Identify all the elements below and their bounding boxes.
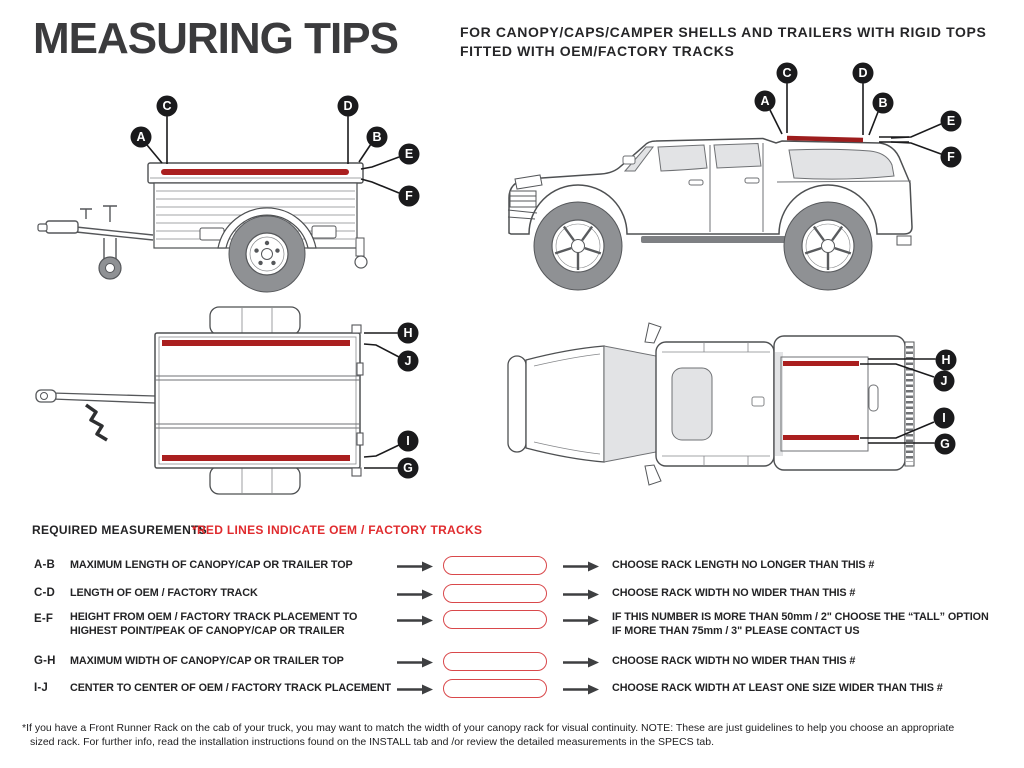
subtitle-line-2: FITTED WITH OEM/FACTORY TRACKS: [460, 43, 735, 59]
running-board: [641, 236, 791, 243]
trailer-side-view-diagram: [20, 88, 445, 303]
callout-i: [934, 408, 955, 429]
svg-text:E: E: [946, 114, 956, 129]
trailer-hitch-coupler: [46, 221, 78, 233]
trailer-drawbar: [76, 206, 153, 240]
trailer-top-view-diagram: [20, 303, 445, 513]
svg-text:B: B: [372, 130, 382, 145]
svg-text:A: A: [760, 94, 770, 109]
callout-i: [398, 431, 419, 452]
brake-light: [752, 397, 764, 406]
measurement-row-ij: [0, 679, 1024, 701]
callout-d: [853, 63, 874, 84]
rear-vent: [869, 385, 878, 411]
arrow-right-icon: [563, 561, 599, 572]
page-title: MEASURING TIPS: [33, 14, 398, 63]
callout-b: [367, 127, 388, 148]
measurement-description: HEIGHT FROM OEM / FACTORY TRACK PLACEMENT TO HIGHEST POINT/PEAK OF CANOPY/CAP OR TRAILER: [70, 611, 358, 637]
arrow-right-icon: [563, 615, 599, 626]
required-measurements-label: REQUIRED MEASUREMENTS: [32, 523, 207, 537]
callout-j: [934, 371, 955, 392]
callout-c: [777, 63, 798, 84]
svg-text:F: F: [947, 150, 955, 165]
trailer-drawbar: [52, 393, 155, 403]
svg-text:B: B: [878, 96, 888, 111]
measurement-description: MAXIMUM LENGTH OF CANOPY/CAP OR TRAILER TOP: [70, 559, 353, 571]
arrow-right-icon: [563, 684, 599, 695]
svg-text:D: D: [858, 66, 868, 81]
side-mirror: [623, 156, 635, 164]
callout-g: [935, 434, 956, 455]
footnote: [22, 722, 1012, 749]
callout-lines: [364, 333, 399, 468]
measurement-instruction: CHOOSE RACK WIDTH NO WIDER THAN THIS #: [612, 655, 856, 667]
callout-h: [398, 323, 419, 344]
subtitle-line-1: FOR CANOPY/CAPS/CAMPER SHELLS AND TRAILERS WITH RIGID TOPS: [460, 24, 987, 40]
svg-text:I: I: [942, 411, 946, 426]
callout-c: [157, 96, 178, 117]
callout-g: [398, 458, 419, 479]
svg-text:G: G: [403, 461, 413, 476]
svg-text:F: F: [405, 189, 413, 204]
callout-j: [398, 351, 419, 372]
sunroof: [672, 368, 712, 440]
arrow-right-icon: [397, 615, 433, 626]
measurement-description: MAXIMUM WIDTH OF CANOPY/CAP OR TRAILER TOP: [70, 655, 344, 667]
measurement-row-ab: [0, 556, 1024, 578]
front-bumper: [508, 356, 526, 452]
rear-wheel: [784, 202, 872, 290]
callout-e: [399, 144, 420, 165]
trailer-fender-bottom: [210, 466, 300, 494]
trailer-wheel: [229, 216, 305, 292]
arrow-right-icon: [397, 589, 433, 600]
callout-f: [399, 186, 420, 207]
measurement-row-ef: [0, 610, 1024, 646]
measurement-input-pill[interactable]: [443, 610, 547, 629]
measurement-row-gh: [0, 652, 1024, 674]
front-wheel: [534, 202, 622, 290]
truck-top-view-diagram: [498, 302, 963, 507]
callout-b: [873, 93, 894, 114]
oem-track-red-line: [783, 361, 859, 366]
side-mirror: [645, 465, 661, 485]
arrow-right-icon: [397, 561, 433, 572]
trailer-fender-top: [210, 307, 300, 335]
oem-track-red-line: [162, 455, 350, 461]
svg-text:C: C: [782, 66, 792, 81]
truck-side-view-diagram: [495, 60, 1020, 300]
trailer-jockey-wheel: [99, 238, 121, 279]
cab-rear-window: [775, 352, 783, 456]
measurement-id: E-F: [34, 613, 54, 625]
trailer-latch: [312, 226, 336, 238]
hood: [526, 346, 604, 462]
callout-a: [755, 91, 776, 112]
trailer-rear-post: [356, 238, 364, 256]
measurement-row-cd: [0, 584, 1024, 606]
tow-hitch: [897, 236, 911, 245]
callout-f: [941, 147, 962, 168]
arrow-right-icon: [563, 657, 599, 668]
svg-text:J: J: [940, 374, 948, 389]
oem-track-red-line: [787, 138, 863, 140]
arrow-right-icon: [563, 589, 599, 600]
svg-text:C: C: [162, 99, 172, 114]
page-subtitle: [460, 23, 986, 61]
footnote-line-1: *If you have a Front Runner Rack on the cab of your truck, you may want to match the width of your canopy rack for visual continuity. NOTE: These are just guidelines to help you choose an appropriate: [22, 722, 955, 734]
windshield: [604, 346, 656, 462]
measurement-instruction: IF THIS NUMBER IS MORE THAN 50mm / 2" CHOOSE THE “TALL” OPTION IF MORE THAN 75mm / 3" PLEASE CONTACT US: [612, 611, 989, 637]
door-handle: [689, 180, 703, 185]
trailer-bed: [155, 333, 360, 468]
measurement-instruction: CHOOSE RACK LENGTH NO LONGER THAN THIS #: [612, 559, 875, 571]
measurement-input-pill[interactable]: [443, 556, 547, 575]
arrow-right-icon: [397, 684, 433, 695]
oem-track-red-line: [161, 169, 349, 175]
svg-text:A: A: [136, 130, 146, 145]
measurement-id: C-D: [34, 587, 56, 599]
oem-track-red-line: [162, 340, 350, 346]
safety-chain: [86, 405, 107, 440]
callout-h: [936, 350, 957, 371]
measurement-id: G-H: [34, 655, 56, 667]
svg-text:E: E: [404, 147, 414, 162]
svg-text:J: J: [404, 354, 412, 369]
callout-a: [131, 127, 152, 148]
canopy-top: [774, 336, 905, 470]
svg-text:D: D: [343, 99, 353, 114]
measurement-input-pill[interactable]: [443, 679, 547, 698]
measurement-description: CENTER TO CENTER OF OEM / FACTORY TRACK PLACEMENT: [70, 682, 392, 694]
measurement-instruction: CHOOSE RACK WIDTH NO WIDER THAN THIS #: [612, 587, 856, 599]
red-lines-note: *RED LINES INDICATE OEM / FACTORY TRACKS: [192, 523, 483, 537]
measurement-description: LENGTH OF OEM / FACTORY TRACK: [70, 587, 258, 599]
footnote-line-2: sized rack. For further info, read the installation instructions found on the INSTALL tab and /or review the detailed measurements in the SPECS tab.: [30, 735, 715, 748]
measurement-instruction: CHOOSE RACK WIDTH AT LEAST ONE SIZE WIDER THAN THIS #: [612, 682, 943, 694]
side-mirror: [645, 323, 661, 343]
measurement-id: I-J: [34, 682, 49, 694]
trailer-hitch-coupler: [36, 390, 56, 402]
arrow-right-icon: [397, 657, 433, 668]
svg-text:H: H: [403, 326, 413, 341]
svg-text:G: G: [940, 437, 950, 452]
callout-d: [338, 96, 359, 117]
callout-e: [941, 111, 962, 132]
svg-text:I: I: [406, 434, 410, 449]
svg-text:H: H: [941, 353, 951, 368]
measurement-input-pill[interactable]: [443, 652, 547, 671]
measurement-id: A-B: [34, 559, 56, 571]
oem-track-red-line: [783, 435, 859, 440]
door-handle: [745, 178, 759, 183]
measurement-input-pill[interactable]: [443, 584, 547, 603]
